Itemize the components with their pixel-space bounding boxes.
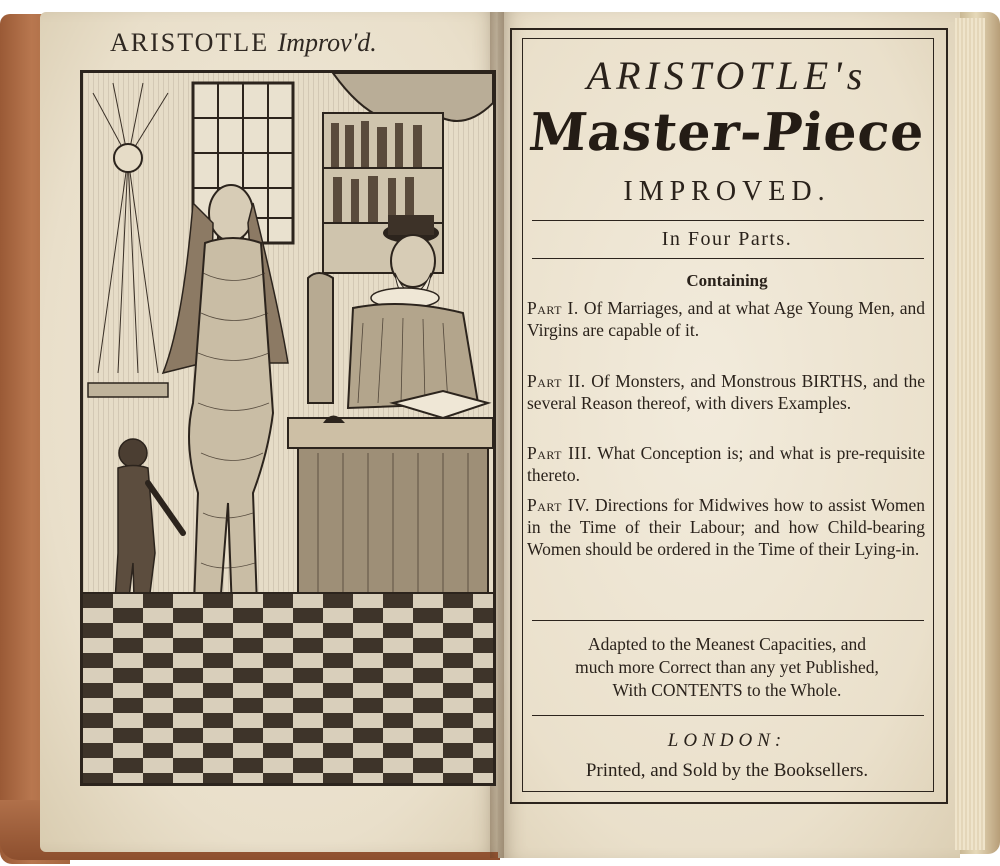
rule-divider: [532, 715, 924, 716]
caption-name: ARISTOTLE: [110, 28, 270, 57]
rule-divider: [532, 220, 924, 221]
part-four-label: Part IV.: [527, 495, 590, 515]
part-four-text: Directions for Midwives how to assist Women in the Time of their Labour; and how Child-bearing Women should be ordered in the Time of their Lying-in.: [527, 495, 926, 559]
caption-improved: Improv'd.: [277, 28, 377, 57]
part-four-entry: [527, 494, 925, 560]
part-one-entry: [527, 297, 925, 341]
frontispiece-caption: [110, 28, 377, 58]
part-three-text: What Conception is; and what is pre-requisite thereto.: [527, 443, 926, 485]
rule-divider: [532, 258, 924, 259]
part-two-label: Part II.: [527, 371, 586, 391]
page-edges: [955, 18, 985, 850]
adapted-line-1: Adapted to the Meanest Capacities, and: [588, 634, 866, 654]
title-improved: IMPROVED.: [623, 176, 831, 207]
woodcut-scholar-and-figures-icon: [83, 73, 493, 783]
imprint-printer: Printed, and Sold by the Booksellers.: [585, 760, 869, 781]
adapted-line-3: With CONTENTS to the Whole.: [612, 680, 842, 700]
adapted-line-2: much more Correct than any yet Published,: [575, 657, 879, 677]
part-two-text: Of Monsters, and Monstrous BIRTHS, and the several Reason thereof, with divers Examples.: [527, 371, 925, 413]
part-three-entry: [527, 442, 925, 486]
title-aristotles: ARISTOTLE's: [586, 53, 868, 98]
parts-heading: In Four Parts.: [661, 228, 793, 250]
containing-label: Containing: [686, 271, 768, 290]
part-three-label: Part III.: [527, 443, 592, 463]
part-one-label: Part I.: [527, 298, 579, 318]
adapted-statement: [522, 633, 932, 702]
imprint-place: LONDON:: [667, 730, 787, 751]
part-two-entry: [527, 370, 925, 414]
rule-divider: [532, 620, 924, 621]
frontispiece-woodcut: [80, 70, 496, 786]
title-master-piece: Master-Piece: [526, 102, 928, 163]
part-one-text: Of Marriages, and at what Age Young Men, and Virgins are capable of it.: [527, 298, 926, 340]
